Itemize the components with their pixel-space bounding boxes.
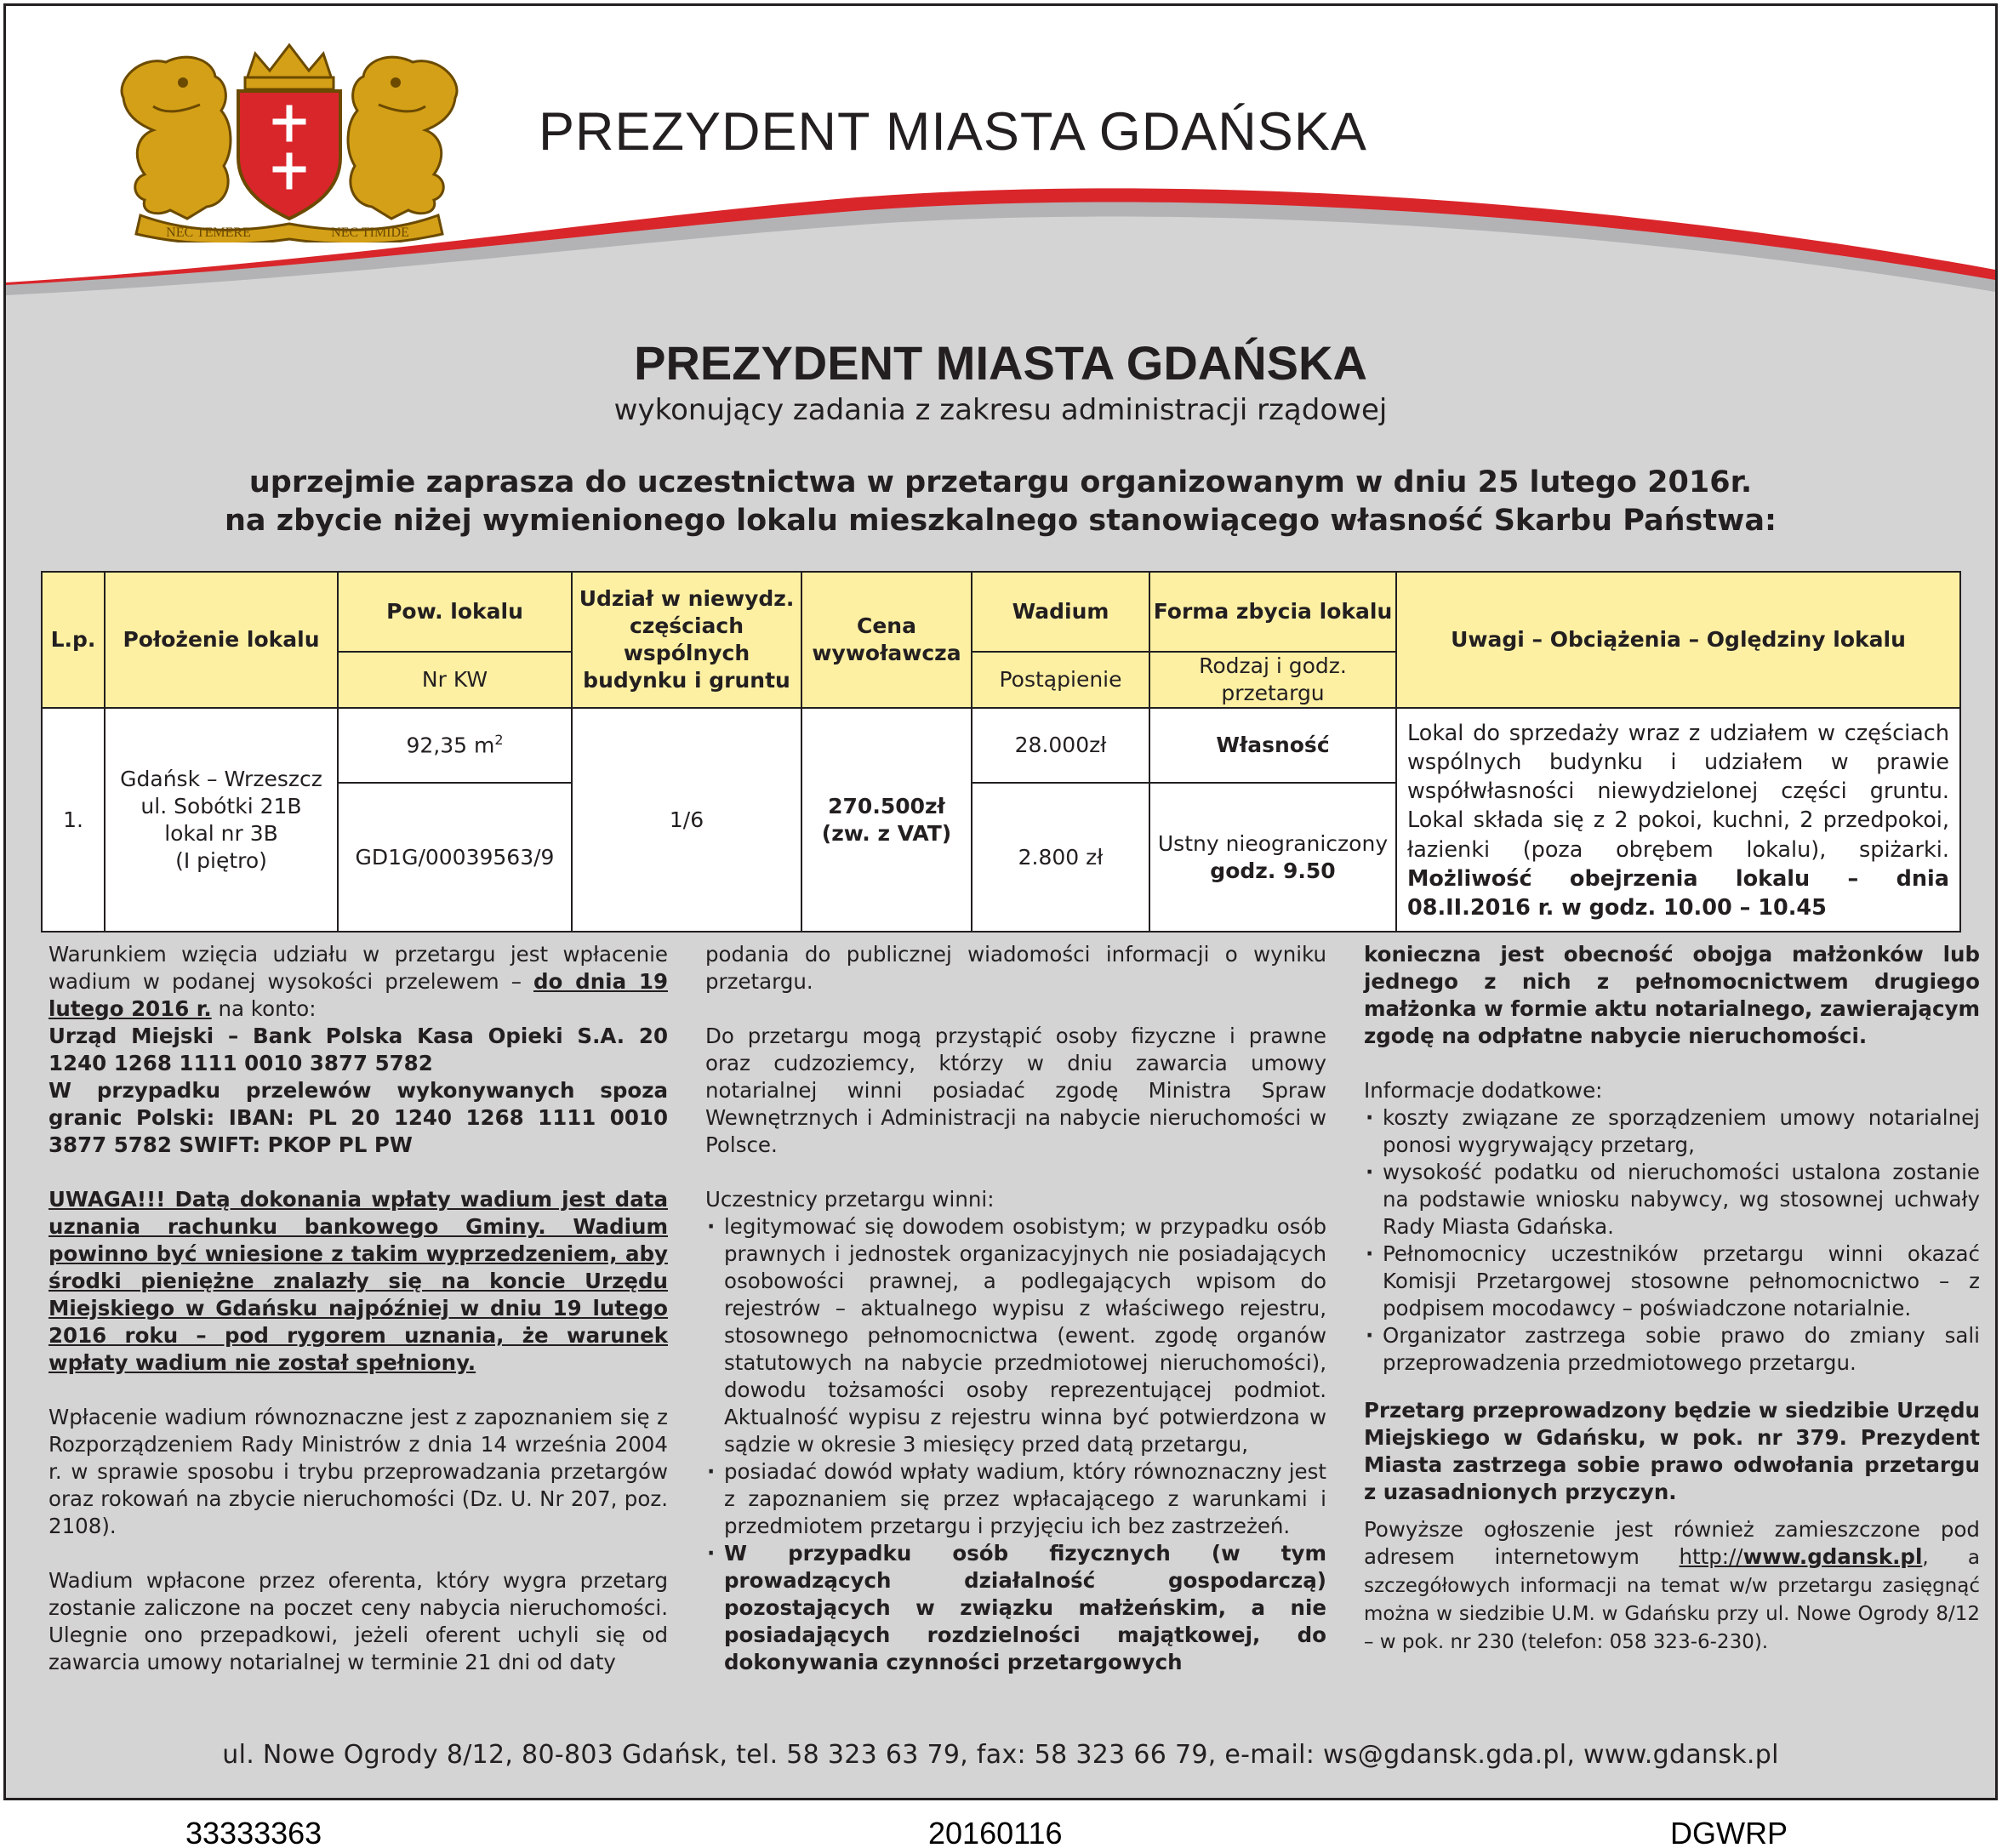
- cell-postapienie: 2.800 zł: [972, 783, 1149, 932]
- info-lead: Informacje dodatkowe:: [1364, 1078, 1603, 1103]
- text-column-3: [1364, 941, 1980, 1656]
- invite-line-2: na zbycie niżej wymienionego lokalu mieszkalnego stanowiącego własność Skarbu Państwa:: [225, 504, 1777, 538]
- header-pow: Pow. lokalu: [338, 572, 572, 652]
- cell-udzial: 1/6: [572, 708, 801, 932]
- header-postapienie: Postąpienie: [972, 652, 1149, 708]
- notice-body: [6, 295, 1995, 1798]
- cell-forma: Własność: [1149, 708, 1396, 783]
- uwagi-viewing: Możliwość obejrzenia lokalu – dnia 08.II.2016 r. w godz. 10.00 – 10.45: [1407, 865, 1949, 921]
- deposit-text-end: na konto:: [211, 996, 317, 1021]
- text-column-2: [705, 941, 1326, 1676]
- list-item: · Pełnomocnicy uczestników przetargu winni okazać Komisji Przetargowej stosowne pełnomocnictwo – z podpisem mocodawcy – poświadczone notarialnie.: [1364, 1241, 1980, 1322]
- eligibility-paragraph: Do przetargu mogą przystąpić osoby fizyczne i prawne oraz cudzoziemcy, którzy w dniu zawarcia umowy notarialnej winni posiadać zgodę Ministra Spraw Wewnętrznych i Administracji na nabycie nieruchomości w Polsce.: [705, 1024, 1326, 1157]
- gdansk-coat-of-arms-icon: [106, 30, 472, 242]
- spouses-paragraph: konieczna jest obecność obojga małżonków lub jednego z nich z pełnomocnictwem drugiego małżonka w formie aktu notarialnego, zawierającym zgodę na odpłatne nabycie nieruchomości.: [1364, 942, 1980, 1048]
- deposit-deadline: do dnia 19 lutego 2016 r.: [48, 969, 668, 1021]
- header-rodzaj: Rodzaj i godz. przetargu: [1149, 652, 1396, 708]
- info-list: [1364, 1104, 1980, 1377]
- crest-motto-right: NEC TIMIDE: [331, 225, 409, 240]
- table-row: [42, 708, 1960, 783]
- notice-subtitle: wykonujący zadania z zakresu administracji rządowej: [613, 393, 1388, 427]
- deposit-forfeit-paragraph: Wadium wpłacone przez oferenta, który wygra przetarg zostanie zaliczone na poczet ceny nabycia nieruchomości. Ulegnie ono przepadkowi, jeżeli oferent uchyli się od zawarcia umowy notarialnej w terminie 21 dni od daty: [48, 1568, 668, 1674]
- header-udzial: Udział w niewydz. częściach wspólnych budynku i gruntu: [572, 572, 801, 708]
- cell-rodzaj: [1149, 783, 1396, 932]
- text-column-1: [48, 941, 668, 1676]
- price-value: 270.500zł: [828, 793, 945, 818]
- cell-lp: 1.: [42, 708, 105, 932]
- online-paragraph: [1364, 1516, 1980, 1656]
- list-item: · posiadać dowód wpłaty wadium, który równoznaczny jest z zapoznaniem się przez wpłacającego z warunkami i przedmiotem przetargu i przyjęciu ich bez zastrzeżeń.: [705, 1458, 1326, 1540]
- website-link[interactable]: www.gdansk.pl: [1742, 1544, 1923, 1569]
- cell-polozenie: [105, 708, 338, 932]
- auction-time: godz. 9.50: [1210, 858, 1336, 883]
- venue-paragraph: Przetarg przeprowadzony będzie w siedzibie Urzędu Miejskiego w Gdańsku, w pok. nr 379. Prezydent Miasta zastrzega sobie prawo odwołania przetargu z uzasadnionych przyczyn.: [1364, 1398, 1980, 1504]
- address-line: Gdańsk – Wrzeszcz: [120, 766, 322, 791]
- list-item: · legitymować się dowodem osobistym; w przypadku osób prawnych i jednostek organizacyjnych nie posiadających osobowości prawnej, a podlegających wpisom do rejestrów – aktualnego wypisu z właściwego rejestru, stosownego pełnomocnictwa (ewent. zgodę organów statutowych na nabycie przedmiotowej nieruchomości), dowodu tożsamości osoby reprezentującej podmiot. Aktualność wypisu z rejestru winna być potwierdzona w sądzie w okresie 3 miesięcy przed datą przetargu,: [705, 1213, 1326, 1458]
- notice-title: PREZYDENT MIASTA GDAŃSKA: [634, 336, 1367, 390]
- list-item: · Organizator zastrzega sobie prawo do zmiany sali przeprowadzenia przedmiotowego przetargu.: [1364, 1322, 1980, 1377]
- notice-frame: [3, 3, 1998, 1800]
- area-unit-sup: 2: [494, 732, 504, 749]
- auction-type: Ustny nieograniczony: [1157, 830, 1389, 856]
- header-cena: Cena wywoławcza: [801, 572, 972, 708]
- publication-date: 20160116: [928, 1816, 1063, 1848]
- address-line: ul. Sobótki 21B: [140, 793, 302, 818]
- deposit-paragraph: [48, 941, 668, 1023]
- list-item: · wysokość podatku od nieruchomości ustalona zostanie na podstawie wniosku nabywcy, wg stosownej uchwały Rady Miasta Gdańska.: [1364, 1159, 1980, 1241]
- header-banner: [6, 6, 1995, 295]
- regulation-paragraph: Wpłacenie wadium równoznaczne jest z zapoznaniem się z Rozporządzeniem Rady Ministrów z dnia 14 września 2004 r. w sprawie sposobu i trybu przeprowadzania przetargów oraz rokowań na zbycie nieruchomości (Dz. U. Nr 207, poz. 2108).: [48, 1405, 668, 1538]
- list-item: · W przypadku osób fizycznych (w tym prowadzących działalność gospodarczą) pozostających w związku małżeńskim, a nie posiadających rozdzielności majątkowej, do dokonywania czynności przetargowych: [705, 1540, 1326, 1676]
- cell-nr-kw: GD1G/00039563/9: [338, 783, 572, 932]
- website-link-prefix[interactable]: http://: [1679, 1544, 1743, 1569]
- header-nr-kw: Nr KW: [338, 652, 572, 708]
- deposit-text: Warunkiem wzięcia udziału w przetargu jest wpłacenie wadium w podanej wysokości przelewem –: [48, 942, 668, 994]
- participants-lead: Uczestnicy przetargu winni:: [705, 1187, 995, 1212]
- online-text-end: , a szczegółowych informacji na temat w/w przetargu zasięgnąć można w siedzibie U.M. w Gdańsku przy ul. Nowe Ogrody 8/12 – w pok. nr 230 (telefon: 058 323-6-230).: [1364, 1547, 1980, 1653]
- area-value: 92,35 m: [406, 733, 495, 758]
- deposit-warning: UWAGA!!! Datą dokonania wpłaty wadium jest data uznania rachunku bankowego Gminy. Wadium powinno być wniesione z takim wyprzedzeniem, aby środki pieniężne znalazły się na koncie Urzędu Miejskiego w Gdańsku najpóźniej w dniu 19 lutego 2016 roku – pod rygorem uznania, że warunek wpłaty wadium nie został spełniony.: [48, 1187, 668, 1375]
- cell-uwagi: [1396, 708, 1960, 932]
- cell-cena: [801, 708, 972, 932]
- address-line: lokal nr 3B: [164, 820, 278, 846]
- foreign-transfer: W przypadku przelewów wykonywanych spoza granic Polski: IBAN: PL 20 1240 1268 1111 0010 3877 5782 SWIFT: PKOP PL PW: [48, 1078, 668, 1157]
- price-vat-note: (zw. z VAT): [821, 820, 952, 846]
- contact-footer: ul. Nowe Ogrody 8/12, 80-803 Gdańsk, tel. 58 323 63 79, fax: 58 323 66 79, e-mail: ws@gdansk.gda.pl, www.gdansk.pl: [222, 1740, 1779, 1770]
- result-paragraph: podania do publicznej wiadomości informacji o wyniku przetargu.: [705, 942, 1326, 994]
- crest-motto-left: NEC TEMERE: [166, 225, 251, 240]
- header-forma: Forma zbycia lokalu: [1149, 572, 1396, 652]
- address-line: (I piętro): [175, 847, 267, 873]
- publication-id: 33333363: [185, 1816, 322, 1848]
- property-table: [41, 571, 1961, 933]
- online-text: Powyższe ogłoszenie jest również zamieszczone pod adresem internetowym: [1364, 1517, 1980, 1569]
- cell-pow: [338, 708, 572, 783]
- publication-code: DGWRP: [1670, 1816, 1788, 1848]
- header-title: PREZYDENT MIASTA GDAŃSKA: [539, 102, 1367, 162]
- cell-wadium: 28.000zł: [972, 708, 1149, 783]
- header-polozenie: Położenie lokalu: [105, 572, 338, 708]
- list-item: · koszty związane ze sporządzeniem umowy notarialnej ponosi wygrywający przetarg,: [1364, 1104, 1980, 1159]
- header-wadium: Wadium: [972, 572, 1149, 652]
- header-uwagi: Uwagi – Obciążenia – Oględziny lokalu: [1396, 572, 1960, 708]
- header-lp: L.p.: [42, 572, 105, 708]
- invite-line-1: uprzejmie zaprasza do uczestnictwa w przetargu organizowanym w dniu 25 lutego 2016r.: [248, 465, 1753, 499]
- uwagi-text: Lokal do sprzedaży wraz z udziałem w częściach wspólnych budynku i udziałem w prawie współwłasności niewydzielonej części gruntu. Lokal składa się z 2 pokoi, kuchni, 2 przedpokoi, łazienki (poza obrębem lokalu), spiżarki.: [1407, 721, 1949, 863]
- participants-list: [705, 1213, 1326, 1676]
- bank-account: Urząd Miejski – Bank Polska Kasa Opieki S.A. 20 1240 1268 1111 0010 3877 5782: [48, 1024, 668, 1075]
